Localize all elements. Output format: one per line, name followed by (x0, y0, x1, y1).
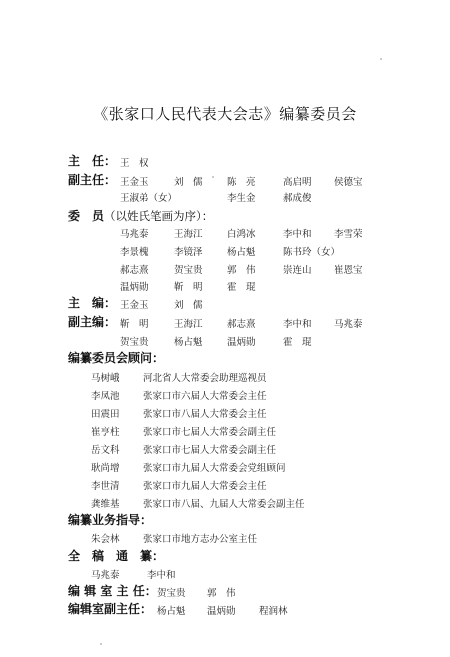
member-name: 郭 伟 (227, 265, 256, 276)
member-name: 李景槐 (120, 247, 149, 258)
advisor-title: 张家口市八届、九届人大常委会副主任 (143, 499, 305, 510)
chief-editor-label: 主 编： (68, 296, 117, 310)
advisor-name: 耿尚增 (91, 463, 120, 474)
member-name: 李雪荣 (334, 229, 363, 240)
director-label: 主 任： (68, 154, 117, 168)
member-name: 郝志熹 (120, 265, 149, 276)
office-director-name: 郭 伟 (207, 588, 236, 599)
member-name: 李镜泽 (174, 247, 203, 258)
advisor-title: 张家口市七届人大常委会副主任 (143, 427, 277, 438)
deputy-chief-editor-name: 杨占魁 (174, 337, 203, 348)
members-order-note: （以姓氏笔画为序）： (104, 209, 214, 223)
advisor-name: 岳文科 (91, 445, 120, 456)
office-deputy-director-label: 编辑室副主任： (68, 602, 153, 616)
member-name: 贺宝贵 (174, 265, 203, 276)
deputy-chief-editor-name: 李中和 (283, 319, 312, 330)
member-name: 李中和 (283, 229, 312, 240)
advisor-name: 崔亨柱 (91, 427, 120, 438)
deputy-director-name: 王金玉 (120, 177, 149, 188)
deputy-director-name: 李生金 (227, 193, 256, 204)
full-review-name: 李中和 (147, 570, 176, 581)
advisor-row (91, 406, 267, 420)
advisor-name: 李世清 (91, 481, 120, 492)
chief-editor-name: 刘 儒 (174, 300, 203, 311)
business-guidance-label: 编纂业务指导： (68, 513, 153, 527)
deputy-director-name: 郝成俊 (283, 193, 312, 204)
advisor-name: 李凤池 (91, 391, 120, 402)
deputy-director-name: 刘 儒 (174, 177, 203, 188)
advisor-title: 张家口市六届人大常委会主任 (143, 391, 267, 402)
member-name: 白鸿冰 (227, 229, 256, 240)
advisor-row (91, 442, 276, 456)
advisor-title: 张家口市七届人大常委会副主任 (143, 445, 277, 456)
director-name: 王 权 (120, 158, 149, 169)
chief-editor-name: 王金玉 (120, 300, 149, 311)
business-guidance-row (91, 531, 257, 545)
office-deputy-director-name: 杨占魁 (157, 606, 186, 617)
advisor-row (91, 478, 267, 492)
members-label (68, 207, 213, 224)
full-review-name: 马兆泰 (91, 570, 120, 581)
office-director-label: 编 辑 室 主 任： (68, 584, 157, 598)
advisor-title: 张家口市八届人大常委会主任 (143, 409, 267, 420)
deputy-director-name: 侯德宝 (334, 177, 363, 188)
deputy-director-label: 副主任： (68, 173, 117, 187)
advisor-row (91, 424, 276, 438)
deputy-chief-editor-name: 马兆泰 (334, 319, 363, 330)
member-name: 马兆泰 (120, 229, 149, 240)
advisor-row (91, 460, 286, 474)
scan-speck (212, 176, 214, 178)
guidance-title: 张家口市地方志办公室主任 (143, 534, 258, 545)
advisor-row (91, 388, 267, 402)
full-review-label: 全 稿 通 纂： (68, 549, 165, 563)
guidance-name: 朱会林 (91, 534, 120, 545)
deputy-chief-editor-label: 副主编： (68, 315, 117, 329)
deputy-chief-editor-name: 贺宝贵 (120, 337, 149, 348)
member-name: 陈书玲（女） (283, 247, 341, 258)
advisor-name: 龚维基 (91, 499, 120, 510)
members-label-text: 委 员 (68, 209, 105, 223)
deputy-chief-editor-name: 温炳勋 (227, 337, 256, 348)
advisor-title: 张家口市九届人大常委会主任 (143, 481, 267, 492)
office-director-name: 贺宝贵 (157, 588, 186, 599)
advisor-name: 马树峨 (91, 373, 120, 384)
deputy-director-name: 高启明 (283, 177, 312, 188)
deputy-director-name: 王淑弟（女） (120, 193, 178, 204)
scan-speck (100, 643, 102, 645)
member-name: 王海江 (174, 229, 203, 240)
member-name: 靳 明 (174, 282, 203, 293)
scan-speck (380, 58, 382, 60)
member-name: 温炳勋 (120, 282, 149, 293)
member-name: 崔恩宝 (334, 265, 363, 276)
advisors-label: 编纂委员会顾问： (68, 351, 165, 365)
deputy-chief-editor-name: 靳 明 (120, 319, 149, 330)
deputy-director-name: 陈 亮 (227, 177, 256, 188)
page-title: 《张家口人民代表大会志》编纂委员会 (93, 105, 357, 123)
deputy-chief-editor-name: 霍 琨 (283, 337, 312, 348)
deputy-chief-editor-name: 郝志熹 (227, 319, 256, 330)
office-deputy-director-name: 程润林 (259, 606, 288, 617)
advisor-name: 田震田 (91, 409, 120, 420)
member-name: 杨占魁 (227, 247, 256, 258)
advisor-title: 张家口市九届人大常委会党组顾问 (143, 463, 286, 474)
deputy-chief-editor-name: 王海江 (174, 319, 203, 330)
office-deputy-director-name: 温炳勋 (207, 606, 236, 617)
advisor-title: 河北省人大常委会助理巡视员 (143, 373, 267, 384)
advisor-row (91, 370, 267, 384)
member-name: 崇连山 (283, 265, 312, 276)
advisor-row (91, 496, 305, 510)
member-name: 霍 琨 (227, 282, 256, 293)
